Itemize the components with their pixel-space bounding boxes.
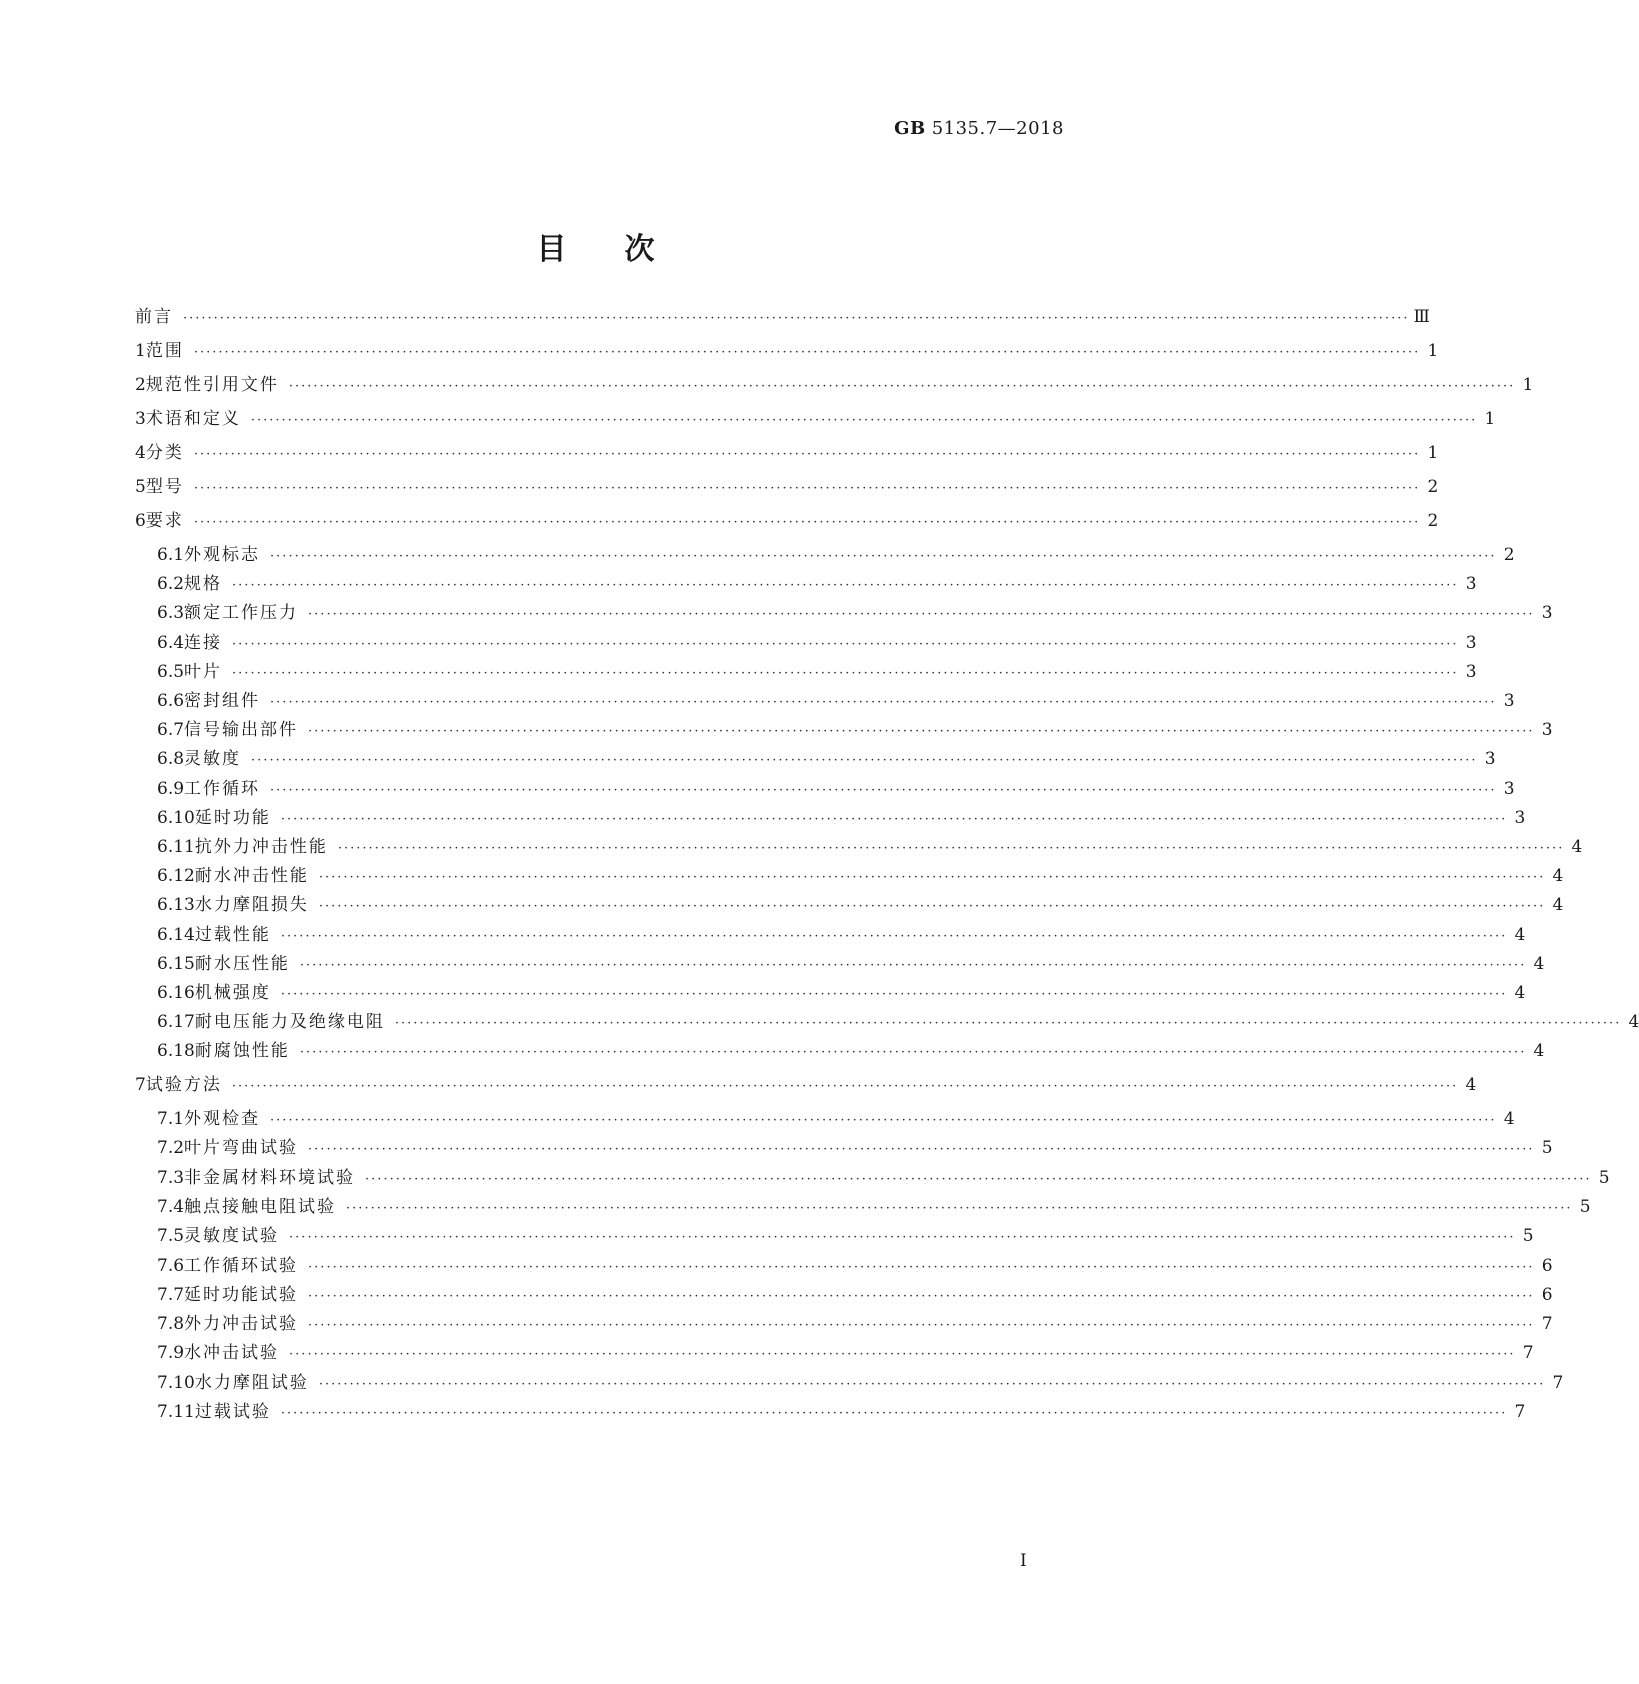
toc-entry-title: 灵敏度试验 [184, 1226, 280, 1247]
toc-entry [157, 744, 1496, 770]
toc-dot-leader: ········································································································································································································ [318, 899, 1546, 915]
toc-entry-page: 6 [1541, 1255, 1553, 1276]
toc-dot-leader: ········································································································································································································ [232, 578, 1459, 594]
toc-dot-leader: ········································································································································································································ [337, 841, 1565, 856]
toc-entry-title: 额定工作压力 [184, 603, 299, 624]
toc-dot-leader: ········································································································································································································ [280, 811, 1508, 827]
toc-entry-page: 4 [1552, 866, 1564, 887]
toc-entry-number: 6.16 [157, 983, 195, 1003]
toc-dot-leader: ········································································································································································································ [251, 753, 1478, 769]
page-number: Ⅰ [1020, 1551, 1027, 1571]
toc-entry-page: 7 [1541, 1314, 1553, 1335]
toc-entry-page: 6 [1541, 1284, 1553, 1305]
toc-dot-leader: ········································································································································································································ [193, 481, 1421, 496]
toc-dot-leader: ········································································································································································································ [280, 1406, 1508, 1421]
toc-dot-leader: ········································································································································································································ [193, 447, 1421, 462]
toc-entry [157, 569, 1477, 595]
standard-number [894, 118, 1064, 139]
toc-entry-page: 4 [1552, 895, 1564, 916]
toc-entry-number: 7.11 [157, 1402, 195, 1422]
toc-entry-title: 密封组件 [184, 691, 261, 711]
toc-entry-number: 7 [135, 1075, 146, 1095]
toc-entry-number: 6.12 [157, 866, 195, 887]
toc-entry-number: 6.14 [157, 924, 195, 945]
toc-entry [157, 657, 1477, 683]
toc-entry-number: 7.9 [157, 1343, 185, 1364]
toc-dot-leader: ········································································································································································································ [308, 607, 1535, 623]
standard-prefix: GB [894, 118, 926, 139]
toc-entry-page: 1 [1484, 409, 1496, 429]
toc-entry-title: 耐腐蚀性能 [194, 1041, 290, 1062]
toc-entry-title: 过载试验 [194, 1402, 271, 1422]
toc-entry-number: 7.7 [157, 1284, 185, 1305]
toc-entry [135, 336, 1439, 362]
toc-entry-number: 2 [135, 375, 146, 395]
toc-dot-leader: ········································································································································································································ [308, 1142, 1535, 1158]
toc-entry-number: 7.4 [157, 1196, 185, 1217]
toc-entry-number: 7.5 [157, 1226, 185, 1247]
toc-dot-leader: ········································································································································································································ [394, 1016, 1622, 1032]
toc-entry-page: 4 [1503, 1109, 1515, 1129]
toc-entry [157, 715, 1553, 741]
toc-entry-title: 耐水冲击性能 [194, 866, 309, 887]
toc-dot-leader: ········································································································································································································ [289, 1347, 1516, 1363]
toc-entry-title: 分类 [145, 443, 184, 463]
toc-dot-leader: ········································································································································································································ [346, 1200, 1573, 1216]
toc-dot-leader: ········································································································································································································ [232, 665, 1459, 681]
toc-dot-leader: ········································································································································································································ [250, 413, 1478, 428]
toc-entry-title: 型号 [145, 477, 184, 497]
toc-dot-leader: ········································································································································································································ [193, 515, 1421, 530]
toc-entry-page: 1 [1427, 443, 1439, 463]
toc-entry-page: 3 [1465, 632, 1477, 653]
toc-dot-leader: ········································································································································································································ [308, 724, 1535, 740]
toc-entry [135, 1070, 1477, 1096]
toc-entry-title: 耐水压性能 [194, 953, 290, 974]
toc-entry-number: 6.18 [157, 1041, 195, 1062]
toc-entry-title: 试验方法 [145, 1075, 222, 1095]
toc-entry-title: 连接 [184, 632, 223, 653]
toc-dot-leader: ········································································································································································································ [308, 1288, 1535, 1304]
toc-entry-title: 非金属材料环境试验 [184, 1167, 356, 1188]
toc-entry-page: 3 [1514, 807, 1526, 828]
toc-dot-leader: ········································································································································································································ [193, 345, 1421, 360]
toc-entry-number: 6.6 [157, 691, 185, 711]
toc-entry-page: 4 [1533, 1041, 1545, 1062]
toc-entry [157, 1163, 1610, 1189]
toc-entry-number: 6.11 [157, 837, 195, 857]
toc-entry-page: 3 [1465, 574, 1477, 595]
toc-entry-page: 4 [1571, 837, 1583, 857]
toc-entry-number: 7.10 [157, 1372, 195, 1393]
toc-entry-number: 7.1 [157, 1109, 185, 1129]
toc-entry-number: 6.17 [157, 1012, 195, 1033]
toc-entry-number: 6.4 [157, 632, 185, 653]
toc-entry-number: 6.9 [157, 778, 185, 799]
toc-entry [157, 1104, 1515, 1130]
toc-entry-title: 叶片 [184, 661, 223, 682]
toc-dot-leader: ········································································································································································································ [280, 987, 1508, 1002]
toc-entry-title: 外观标志 [184, 545, 261, 565]
toc-entry-page: 3 [1541, 720, 1553, 741]
toc-entry [157, 1221, 1534, 1247]
toc-entry [157, 1338, 1534, 1364]
toc-entry-title: 外力冲击试验 [184, 1314, 299, 1335]
toc-entry-number: 6 [135, 511, 146, 531]
toc-entry-page: 3 [1465, 661, 1477, 682]
toc-entry-page: 3 [1484, 749, 1496, 770]
toc-dot-leader: ········································································································································································································ [270, 695, 1497, 710]
toc-entry [135, 472, 1439, 498]
toc-entry-title: 延时功能 [194, 807, 271, 828]
toc-entry-page: 7 [1514, 1402, 1526, 1422]
toc-entry-page: 4 [1628, 1012, 1639, 1033]
toc-dot-leader: ········································································································································································································ [308, 1259, 1535, 1275]
toc-entry [157, 774, 1515, 800]
toc-dot-leader: ········································································································································································································ [299, 1045, 1527, 1061]
toc-entry-page: 2 [1427, 511, 1439, 531]
toc-entry-page: 4 [1514, 924, 1526, 945]
toc-entry [157, 628, 1477, 654]
toc-entry-page: 1 [1522, 375, 1534, 395]
toc-entry-number: 6.10 [157, 807, 195, 828]
toc-entry-page: 7 [1552, 1372, 1564, 1393]
toc-entry-page: 7 [1522, 1343, 1534, 1364]
toc-dot-leader: ········································································································································································································ [270, 549, 1497, 564]
toc-entry [135, 404, 1496, 430]
toc-dot-leader: ········································································································································································································ [270, 1113, 1497, 1128]
toc-dot-leader: ········································································································································································································ [318, 1376, 1546, 1392]
toc-entry-number: 3 [135, 409, 146, 429]
toc-entry [157, 978, 1526, 1004]
toc-entry-title: 叶片弯曲试验 [184, 1138, 299, 1159]
toc-entry [157, 1133, 1553, 1159]
toc-dot-leader: ········································································································································································································ [308, 1318, 1535, 1334]
toc-entry-number: 6.13 [157, 895, 195, 916]
toc-entry [157, 832, 1583, 858]
toc-entry [157, 1036, 1545, 1062]
toc-entry-number: 6.7 [157, 720, 185, 741]
toc-entry-number: 6.8 [157, 749, 185, 770]
toc-entry-title: 耐电压能力及绝缘电阻 [194, 1012, 385, 1033]
toc-entry-number: 7.2 [157, 1138, 185, 1159]
toc-entry-number: 7.8 [157, 1314, 185, 1335]
toc-entry-number: 5 [135, 477, 146, 497]
toc-entry [157, 1309, 1553, 1335]
toc-entry [135, 506, 1439, 532]
toc-entry-title: 要求 [145, 511, 184, 531]
toc-entry-number: 1 [135, 341, 146, 361]
page-title: 目次 [536, 232, 713, 267]
standard-code: 5135.7—2018 [931, 118, 1064, 139]
toc-entry [157, 861, 1564, 887]
toc-entry [157, 1368, 1564, 1394]
toc-entry-number: 6.1 [157, 545, 185, 565]
toc-entry-page: 1 [1427, 341, 1439, 361]
toc-entry [135, 302, 1430, 328]
toc-entry [157, 686, 1515, 712]
toc-entry-title: 过载性能 [194, 924, 271, 945]
toc-entry-page: 4 [1465, 1075, 1477, 1095]
toc-dot-leader: ········································································································································································································ [232, 636, 1459, 652]
toc-entry-title: 触点接触电阻试验 [184, 1196, 337, 1217]
toc-dot-leader: ········································································································································································································ [299, 957, 1527, 973]
toc-entry [157, 1007, 1639, 1033]
toc-entry [157, 540, 1515, 566]
toc-entry-title: 延时功能试验 [184, 1284, 299, 1305]
toc-entry-number: 7.3 [157, 1167, 185, 1188]
toc-entry-page: 5 [1579, 1196, 1591, 1217]
toc-entry-title: 抗外力冲击性能 [194, 837, 328, 857]
toc-entry-title: 规范性引用文件 [145, 375, 279, 395]
toc-dot-leader: ········································································································································································································ [280, 928, 1508, 944]
toc-entry [157, 598, 1553, 624]
toc-entry-number: 4 [135, 443, 146, 463]
toc-entry-title: 术语和定义 [145, 409, 241, 429]
toc-entry-page: 2 [1427, 477, 1439, 497]
toc-entry-number: 6.2 [157, 574, 185, 595]
toc-entry-title: 规格 [184, 574, 223, 595]
toc-dot-leader: ········································································································································································································ [365, 1171, 1592, 1187]
toc-entry-number: 6.3 [157, 603, 185, 624]
toc-entry-page: 3 [1503, 778, 1515, 799]
toc-entry-title: 工作循环试验 [184, 1255, 299, 1276]
toc-entry [157, 1397, 1526, 1423]
toc-entry [135, 438, 1439, 464]
toc-entry-title: 水冲击试验 [184, 1343, 280, 1364]
toc-entry-title: 水力摩阻试验 [194, 1372, 309, 1393]
toc-dot-leader: ········································································································································································································ [288, 379, 1516, 394]
toc-entry [157, 890, 1564, 916]
toc-entry-number: 6.5 [157, 661, 185, 682]
toc-dot-leader: ········································································································································································································ [231, 1079, 1459, 1094]
toc-entry-page: Ⅲ [1413, 307, 1430, 327]
toc-entry [157, 1192, 1591, 1218]
toc-entry-title: 工作循环 [184, 778, 261, 799]
toc-entry-title: 信号输出部件 [184, 720, 299, 741]
toc-dot-leader: ········································································································································································································ [318, 870, 1546, 886]
toc-entry-page: 5 [1598, 1167, 1610, 1188]
toc-entry [157, 949, 1545, 975]
toc-dot-leader: ········································································································································································································ [289, 1230, 1516, 1246]
toc-entry [157, 920, 1526, 946]
toc-entry [135, 370, 1534, 396]
toc-entry-title: 水力摩阻损失 [194, 895, 309, 916]
toc-entry-title: 机械强度 [194, 983, 271, 1003]
toc-entry-number: 6.15 [157, 953, 195, 974]
toc-entry-page: 5 [1522, 1226, 1534, 1247]
toc-entry-page: 4 [1514, 983, 1526, 1003]
toc-entry-number: 7.6 [157, 1255, 185, 1276]
toc-entry-title: 外观检查 [184, 1109, 261, 1129]
toc-entry-title: 范围 [145, 341, 184, 361]
toc-dot-leader: ········································································································································································································ [183, 311, 1410, 326]
toc-entry [157, 1280, 1553, 1306]
toc-entry [157, 1251, 1553, 1277]
toc-entry-page: 3 [1503, 691, 1515, 711]
toc-entry-page: 3 [1541, 603, 1553, 624]
toc-entry-title: 灵敏度 [184, 749, 242, 770]
toc-entry [157, 803, 1526, 829]
toc-entry-page: 2 [1503, 545, 1515, 565]
toc-entry-page: 4 [1533, 953, 1545, 974]
toc-entry-title: 前言 [135, 307, 173, 327]
toc-dot-leader: ········································································································································································································ [270, 782, 1497, 798]
toc-entry-page: 5 [1541, 1138, 1553, 1159]
